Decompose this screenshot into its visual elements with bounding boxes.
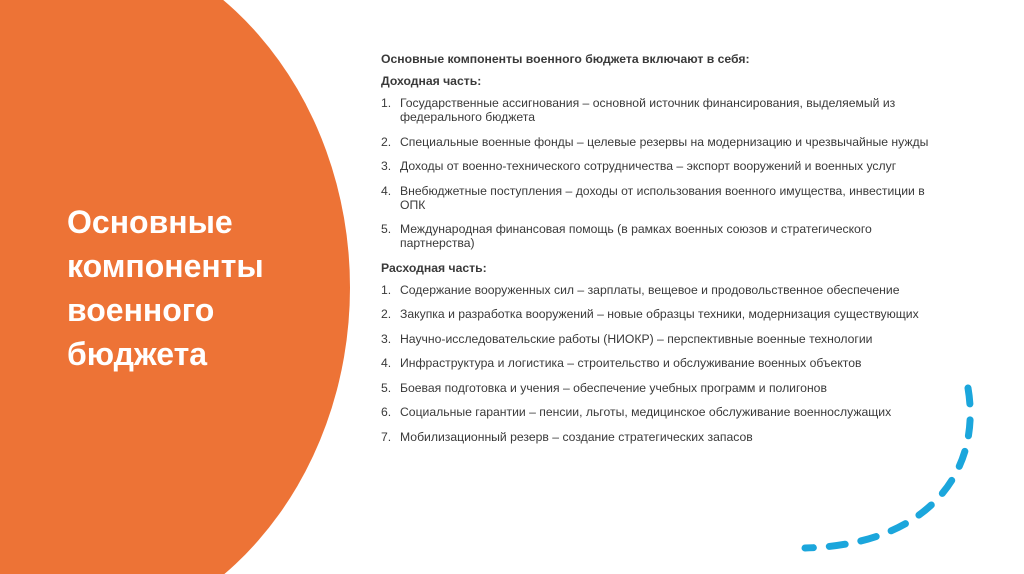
item-text: Социальные гарантии – пенсии, льготы, медицинское обслуживание военнослужащих [400, 405, 892, 419]
item-number: 2. [381, 307, 392, 321]
item-text: Внебюджетные поступления – доходы от использования военного имущества, инвестиции в ОПК [400, 183, 925, 212]
item-text: Научно-исследовательские работы (НИОКР) – перспективные военные технологии [400, 331, 873, 346]
item-text: Доходы от военно-технического сотрудничества – экспорт вооружений и военных услуг [400, 159, 897, 173]
slide-title: Основные компоненты военного бюджета [67, 204, 264, 372]
item-number: 3. [381, 159, 392, 173]
item-text: Закупка и разработка вооружений – новые образцы техники, модернизация существующих [400, 307, 919, 321]
item-number: 2. [381, 134, 392, 149]
item-number: 4. [381, 183, 392, 198]
item-text: Мобилизационный резерв – создание стратегических запасов [400, 429, 753, 444]
item-number: 5. [381, 380, 392, 395]
expense-heading: Расходная часть: [381, 260, 487, 275]
revenue-heading: Доходная часть: [381, 74, 482, 88]
item-text: Боевая подготовка и учения – обеспечение учебных программ и полигонов [400, 380, 827, 395]
item-number: 6. [381, 405, 392, 419]
item-text: Специальные военные фонды – целевые резервы на модернизацию и чрезвычайные нужды [400, 134, 929, 149]
item-number: 7. [381, 429, 392, 444]
item-number: 1. [381, 96, 392, 110]
item-number: 5. [381, 222, 392, 236]
item-text: Международная финансовая помощь (в рамках военных союзов и стратегического партнерства) [400, 222, 872, 250]
item-text: Содержание вооруженных сил – зарплаты, вещевое и продовольственное обеспечение [400, 282, 900, 297]
intro-text: Основные компоненты военного бюджета включают в себя: [381, 52, 750, 66]
item-text: Государственные ассигнования – основной источник финансирования, выделяемый из федерального бюджета [400, 96, 896, 124]
item-number: 4. [381, 356, 392, 370]
item-number: 1. [381, 282, 392, 297]
item-text: Инфраструктура и логистика – строительство и обслуживание военных объектов [400, 356, 862, 370]
item-number: 3. [381, 331, 392, 346]
